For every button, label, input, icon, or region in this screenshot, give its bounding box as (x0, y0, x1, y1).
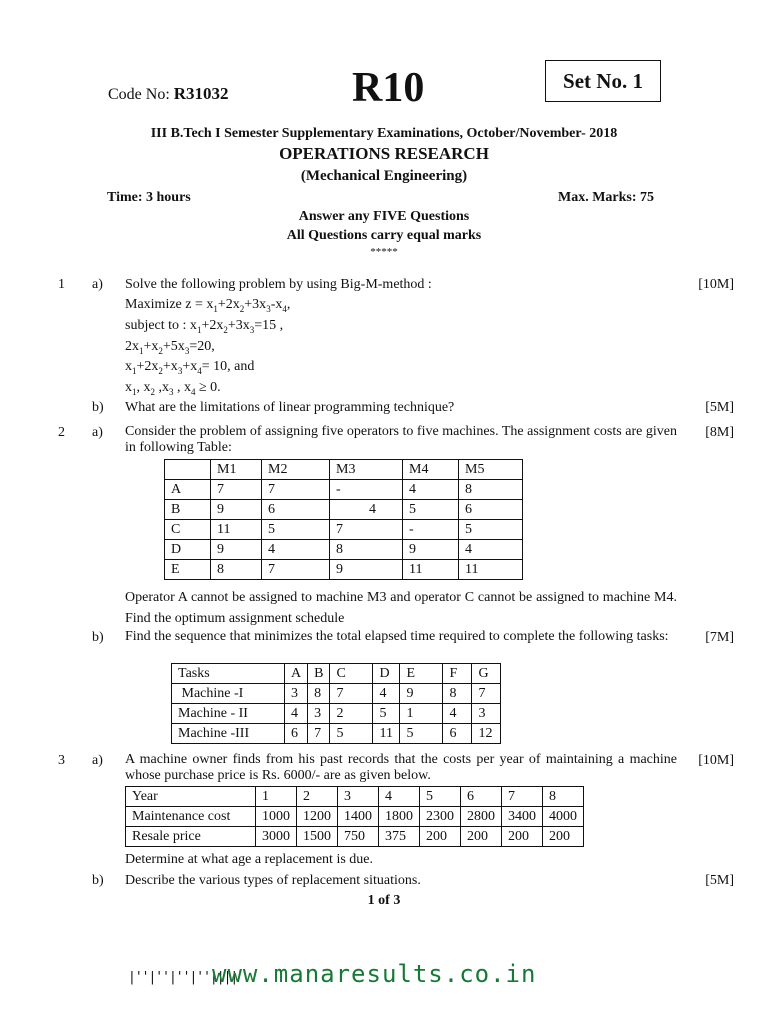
instruction-equal: All Questions carry equal marks (286, 228, 482, 243)
table-cell: Maintenance cost (126, 807, 256, 827)
table-cell: 8 (308, 684, 330, 704)
code-value: R31032 (173, 84, 229, 103)
table-row (172, 724, 501, 744)
question-2b-marks: [7M] (705, 630, 734, 645)
table-cell: M2 (262, 460, 330, 480)
table-cell: 200 (461, 827, 502, 847)
set-number-box: Set No. 1 (545, 60, 661, 102)
table-cell: 3 (338, 787, 379, 807)
question-1-number: 1 (58, 277, 65, 292)
max-marks-label: Max. Marks: 75 (558, 190, 655, 205)
time-label: Time: 3 hours (107, 190, 191, 205)
lp-constraint-3: $x_1+2x_2+x_3+x_4= 10$, and (125, 359, 255, 376)
table-cell: 1 (400, 704, 443, 724)
lp-constraint-2: $2x_1+x_2+5x_3=20$, (125, 339, 215, 356)
table-cell: C (330, 664, 373, 684)
question-3-number: 3 (58, 753, 65, 768)
table-cell: Year (126, 787, 256, 807)
table-cell: - (330, 480, 403, 500)
question-2b-text: Find the sequence that minimizes the total elapsed time required to complete the following tasks: (125, 629, 669, 644)
table-cell: C (165, 520, 211, 540)
table-cell: 200 (420, 827, 461, 847)
instruction-five: Answer any FIVE Questions (298, 209, 470, 224)
stars-separator: ***** (370, 246, 398, 258)
table-cell: 8 (443, 684, 472, 704)
table-row (165, 480, 523, 500)
table-row (172, 684, 501, 704)
table-cell: 4 (285, 704, 308, 724)
question-3b-marks: [5M] (705, 873, 734, 888)
table-cell: M5 (459, 460, 523, 480)
table-row (165, 560, 523, 580)
lp-constraint-1: subject to : $x_1+2x_2+3x_3=15$ , (125, 318, 284, 335)
table-cell: 4 (403, 480, 459, 500)
table-cell: 8 (543, 787, 584, 807)
barcode-graphic: |''|''|''|''|||| (128, 970, 238, 985)
table-cell: A (165, 480, 211, 500)
table-row (172, 664, 501, 684)
table-row (126, 787, 584, 807)
table-cell: M3 (330, 460, 403, 480)
table-row (165, 540, 523, 560)
replacement-cost-table (125, 786, 584, 847)
table-cell: 7 (502, 787, 543, 807)
question-1a-label: a) (92, 277, 103, 292)
question-1b-marks: [5M] (705, 400, 734, 415)
table-cell: 2800 (461, 807, 502, 827)
sequencing-table (171, 663, 501, 744)
table-cell: E (400, 664, 443, 684)
question-3a-marks: [10M] (698, 753, 734, 768)
question-1a-text: Solve the following problem by using Big-M-method : (125, 277, 432, 292)
table-cell: B (165, 500, 211, 520)
table-cell: 9 (211, 540, 262, 560)
table-cell: 3 (285, 684, 308, 704)
lp-nonnegativity: $x_1$, $x_2$ $,x_3$ , $x_4 \ge 0$. (125, 380, 221, 397)
lp-objective: Maximize $z = x_1+2x_2+3x_3-x_4$, (125, 297, 291, 314)
table-cell: M4 (403, 460, 459, 480)
table-cell: 11 (459, 560, 523, 580)
table-cell: 1 (256, 787, 297, 807)
table-cell: 9 (400, 684, 443, 704)
table-cell: 12 (472, 724, 501, 744)
code-number (108, 84, 229, 104)
table-cell: 5 (373, 704, 400, 724)
table-cell: D (373, 664, 400, 684)
table-cell: 9 (330, 560, 403, 580)
table-cell: G (472, 664, 501, 684)
table-cell: 6 (461, 787, 502, 807)
table-cell: 11 (373, 724, 400, 744)
table-cell: 5 (330, 724, 373, 744)
table-cell: 4 (443, 704, 472, 724)
table-cell: 6 (443, 724, 472, 744)
question-3b-label: b) (92, 873, 104, 888)
question-2b-label: b) (92, 630, 104, 645)
code-label: Code No: (108, 86, 170, 103)
table-cell: Machine -I (172, 684, 285, 704)
table-cell: 750 (338, 827, 379, 847)
table-cell: 5 (420, 787, 461, 807)
table-cell: 6 (459, 500, 523, 520)
question-1a-marks: [10M] (698, 277, 734, 292)
table-cell: 200 (543, 827, 584, 847)
question-2a-label: a) (92, 425, 103, 440)
page-number: 1 of 3 (367, 893, 401, 908)
table-cell: 4 (330, 500, 403, 520)
table-cell: 1400 (338, 807, 379, 827)
table-cell: D (165, 540, 211, 560)
question-3a-text: A machine owner finds from his past records that the costs per year of maintaining a machine whose purchase price is Rs. 6000/- are as given below. (125, 752, 677, 783)
table-row (172, 704, 501, 724)
table-cell: 8 (330, 540, 403, 560)
question-3a-label: a) (92, 753, 103, 768)
website-link[interactable]: www.manaresults.co.in (212, 960, 537, 988)
table-cell: 5 (459, 520, 523, 540)
table-cell: 3 (308, 704, 330, 724)
table-cell: 9 (403, 540, 459, 560)
table-cell: 200 (502, 827, 543, 847)
table-cell: 5 (262, 520, 330, 540)
exam-line: III B.Tech I Semester Supplementary Examinations, October/November- 2018 (150, 126, 618, 141)
table-cell: 8 (211, 560, 262, 580)
table-cell: 1800 (379, 807, 420, 827)
table-cell: 5 (400, 724, 443, 744)
table-row (165, 460, 523, 480)
table-cell: 9 (211, 500, 262, 520)
table-cell: 6 (285, 724, 308, 744)
table-cell: - (403, 520, 459, 540)
table-cell: Machine -III (172, 724, 285, 744)
question-3a-conclusion: Determine at what age a replacement is due. (125, 852, 373, 867)
table-cell (165, 460, 211, 480)
table-row (126, 827, 584, 847)
table-cell: Resale price (126, 827, 256, 847)
table-cell: 7 (211, 480, 262, 500)
table-cell: 11 (211, 520, 262, 540)
table-row (126, 807, 584, 827)
table-cell: 4 (459, 540, 523, 560)
question-1b-text: What are the limitations of linear programming technique? (125, 400, 455, 415)
table-cell: E (165, 560, 211, 580)
table-cell: 2 (297, 787, 338, 807)
table-cell: 1000 (256, 807, 297, 827)
question-1b-label: b) (92, 400, 104, 415)
table-cell: 5 (403, 500, 459, 520)
table-cell: 1500 (297, 827, 338, 847)
table-cell: 7 (262, 560, 330, 580)
table-cell: 7 (472, 684, 501, 704)
table-cell: M1 (211, 460, 262, 480)
table-cell: 7 (330, 684, 373, 704)
table-cell: 1200 (297, 807, 338, 827)
table-cell: A (285, 664, 308, 684)
question-2a-constraint: Operator A cannot be assigned to machine M3 and operator C cannot be assigned to machine M4. Find the optimum assignment schedule (125, 590, 677, 626)
table-cell: F (443, 664, 472, 684)
table-cell: 3400 (502, 807, 543, 827)
table-cell: 7 (330, 520, 403, 540)
table-cell: B (308, 664, 330, 684)
table-cell: 4 (379, 787, 420, 807)
table-row (165, 520, 523, 540)
table-cell: 8 (459, 480, 523, 500)
table-row (165, 500, 523, 520)
table-cell: 2300 (420, 807, 461, 827)
regulation-label: R10 (352, 65, 425, 111)
table-cell: 3 (472, 704, 501, 724)
table-cell: 375 (379, 827, 420, 847)
question-2a-text: Consider the problem of assigning five operators to five machines. The assignment costs are given in following Table: (125, 424, 677, 455)
assignment-cost-table (164, 459, 523, 580)
table-cell: Machine - II (172, 704, 285, 724)
table-cell: 7 (262, 480, 330, 500)
subject-title: OPERATIONS RESEARCH (279, 144, 489, 163)
table-cell: 4 (373, 684, 400, 704)
branch-label: (Mechanical Engineering) (300, 168, 468, 184)
table-cell: 2 (330, 704, 373, 724)
table-cell: 3000 (256, 827, 297, 847)
table-cell: 11 (403, 560, 459, 580)
table-cell: 4000 (543, 807, 584, 827)
table-cell: 7 (308, 724, 330, 744)
table-cell: Tasks (172, 664, 285, 684)
question-3b-text: Describe the various types of replacement situations. (125, 873, 421, 888)
question-2-number: 2 (58, 425, 65, 440)
question-2a-marks: [8M] (705, 425, 734, 440)
table-cell: 4 (262, 540, 330, 560)
table-cell: 6 (262, 500, 330, 520)
